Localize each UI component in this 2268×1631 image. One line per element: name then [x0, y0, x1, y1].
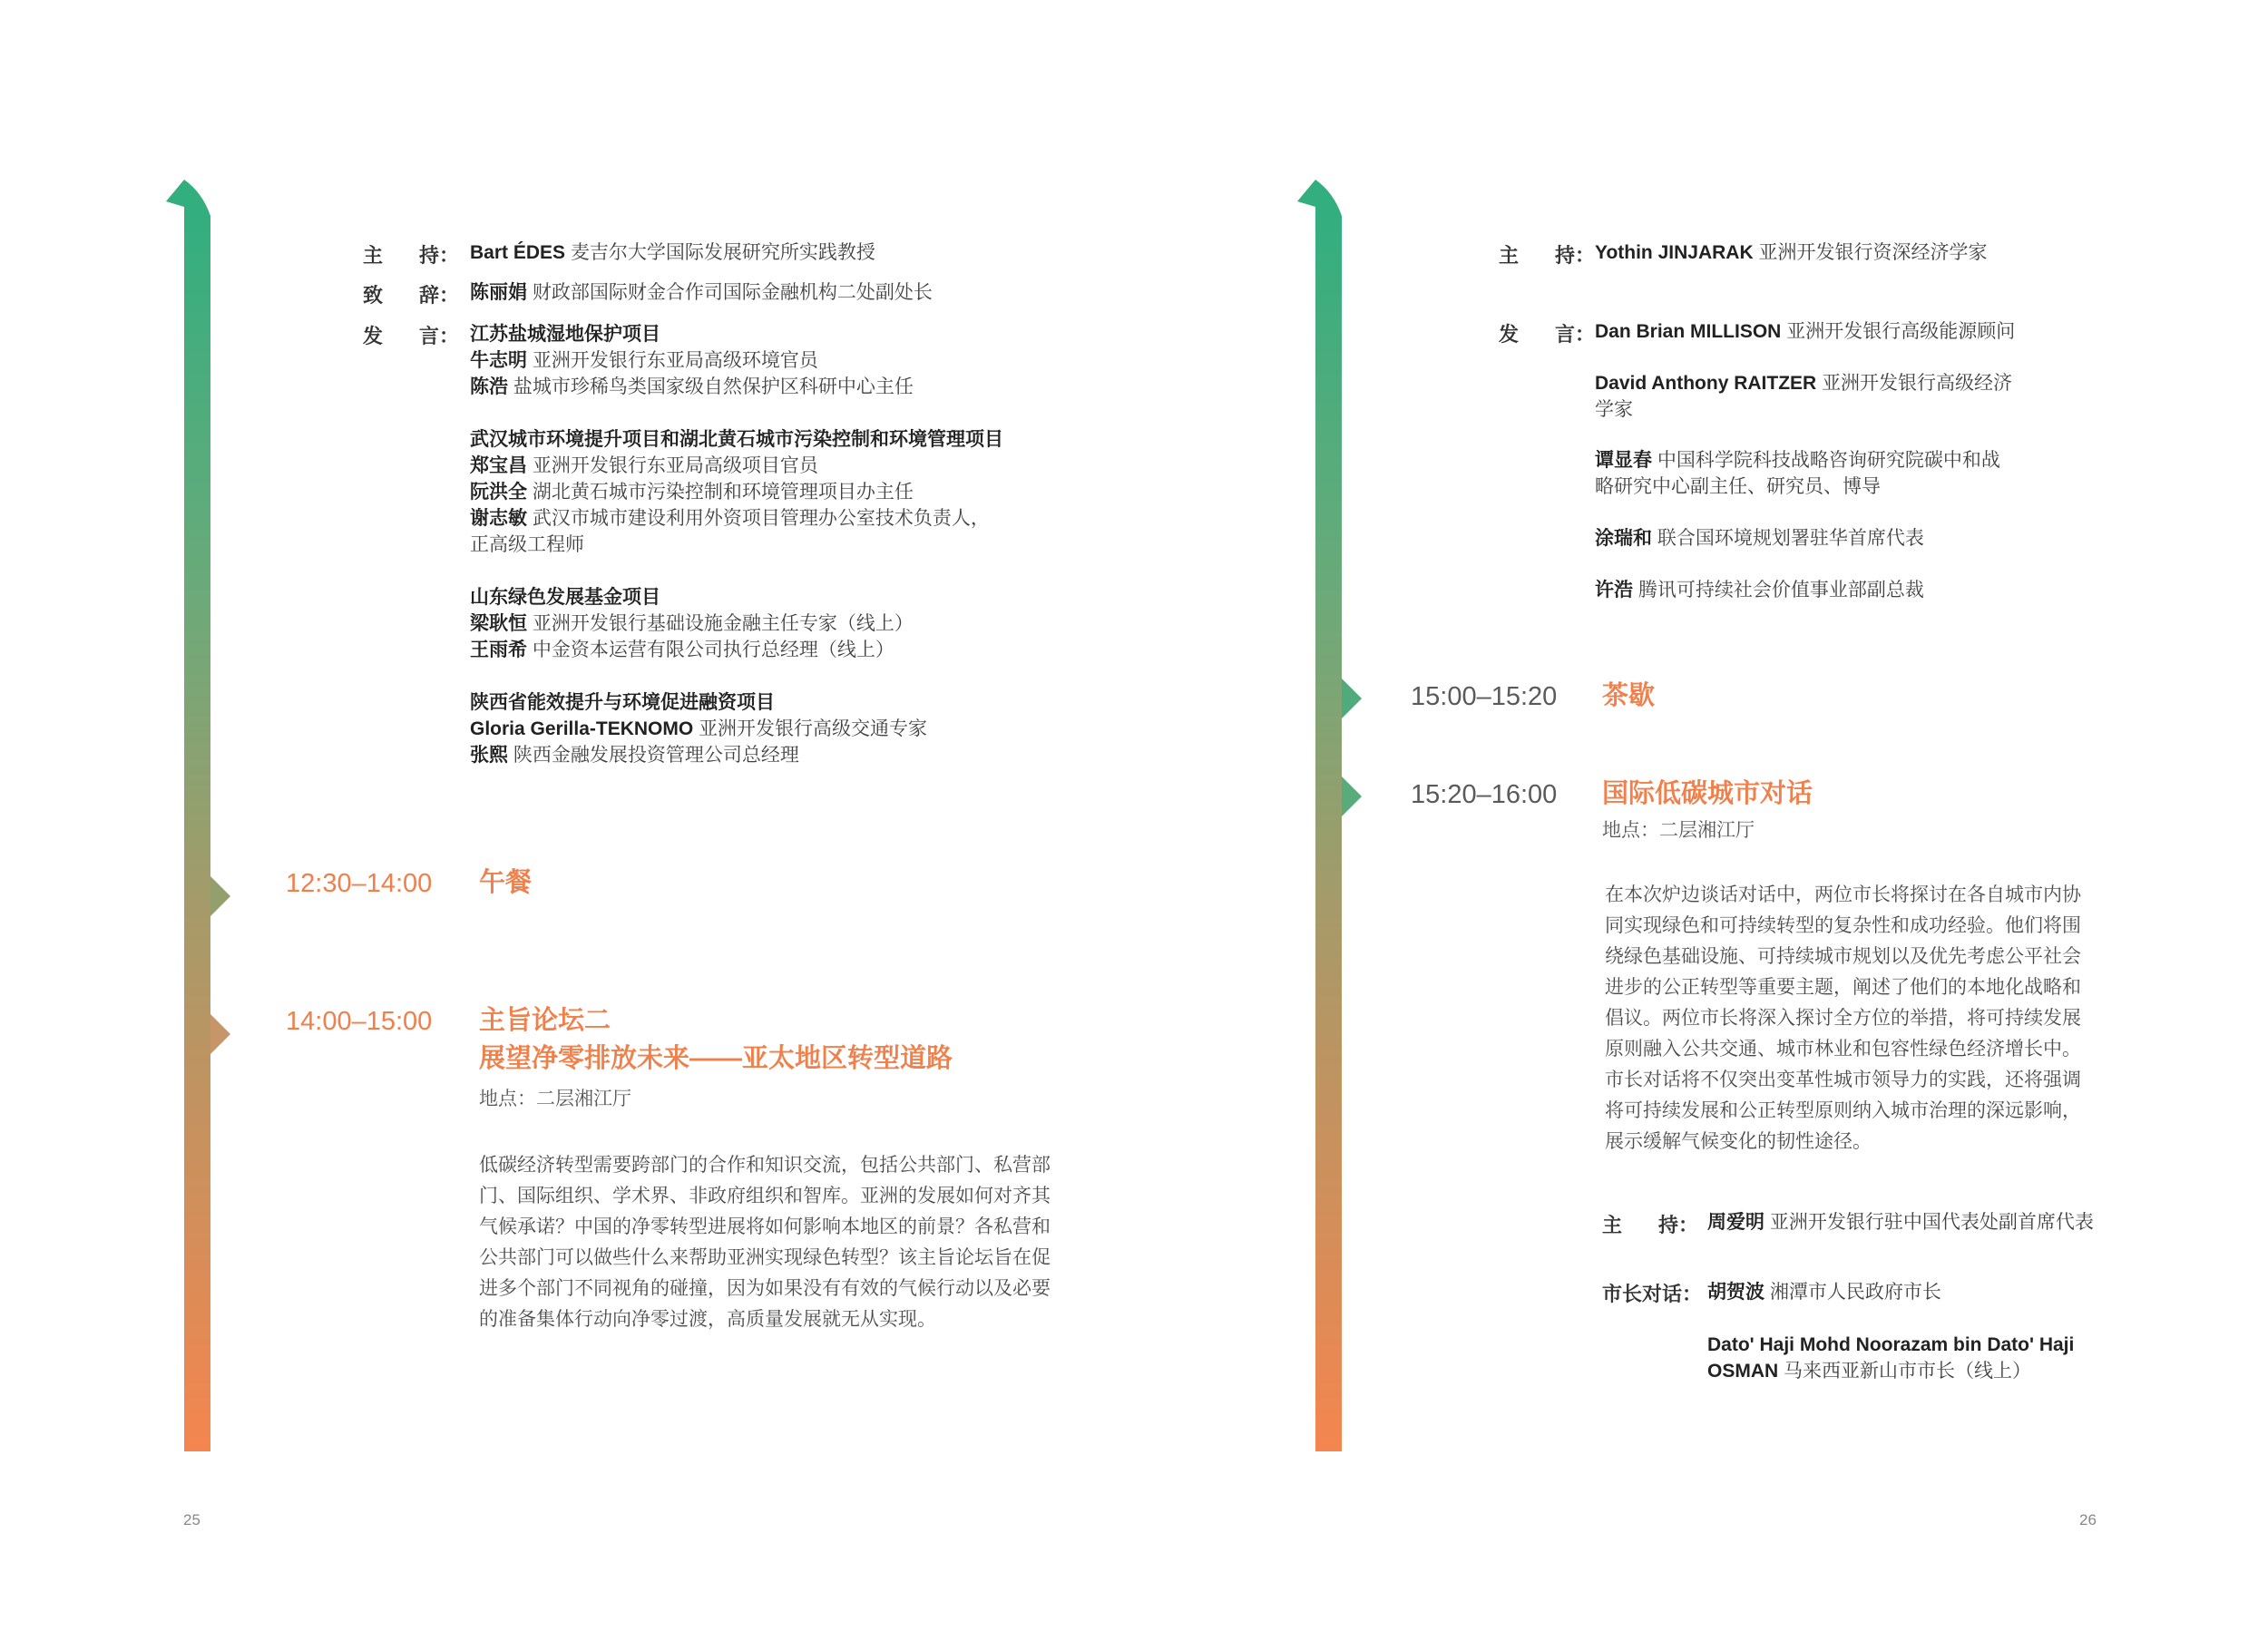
- right-page: [1134, 0, 2268, 1631]
- session-time-forum: 14:00–15:00: [286, 1007, 433, 1036]
- session-title-break: 茶歇: [1602, 681, 1656, 710]
- role-label-speak: 发 言：: [363, 325, 460, 347]
- role-label-host: 主 持：: [363, 244, 460, 267]
- mayor-item: 胡贺波 湘潭市人民政府市长: [1707, 1282, 1941, 1303]
- timeline-marker-dialogue: [1342, 776, 1362, 816]
- speaker-item: 牛志明 亚洲开发银行东亚局高级环境官员: [470, 350, 818, 371]
- speaker-item-continued: 正高级工程师: [470, 534, 584, 555]
- forum-description: 低碳经济转型需要跨部门的合作和知识交流，包括公共部门、私营部 门、国际组织、学术界、非政府组织和智库。亚洲的发展如何对齐其 气候承诺？中国的净零转型进展将如何影响本地区的前景？各私营和 公共部门可以做些什么来帮助亚洲实现绿色转型？该主旨论坛旨在促 进多个部门不同视角的碰撞，因为如果没有有效的气候行动以及必要 的准备集体行动向净零过渡，高质量发展就无从实现。: [479, 1155, 1051, 1330]
- role-label-address: 致 辞：: [363, 284, 460, 307]
- dialogue-host-entry: 周爱明 亚洲开发银行驻中国代表处副首席代表: [1707, 1212, 2094, 1233]
- speaker-item: 谭显春 中国科学院科技战略咨询研究院碳中和战 略研究中心副主任、研究员、博导: [1595, 450, 2000, 497]
- speaker-item: Gloria Gerilla-TEKNOMO 亚洲开发银行高级交通专家: [470, 718, 928, 739]
- host-entry: Bart ÉDES 麦吉尔大学国际发展研究所实践教授: [470, 242, 875, 263]
- role-label-host: 主 持：: [1602, 1214, 1699, 1236]
- timeline-marker-break: [1342, 679, 1362, 718]
- project-title: 山东绿色发展基金项目: [470, 587, 660, 608]
- dialogue-description: 在本次炉边谈话对话中，两位市长将探讨在各自城市内协 同实现绿色和可持续转型的复杂性和成功经验。他们将围 绕绿色基础设施、可持续城市规划以及优先考虑公平社会 进步的公正转型等重要主题，阐述了他们的本地化战略和 倡议。两位市长将深入探讨全方位的举措，将可持续发展 原则融入公共交通、城市林业和包容性绿色经济增长中。 市长对话将不仅突出变革性城市领导力的实践，还将强调 将可持续发展和公正转型原则纳入城市治理的深远影响， 展示缓解气候变化的韧性途径。: [1605, 884, 2081, 1152]
- project-group: [470, 689, 1051, 768]
- role-label-dialogue: 市长对话：: [1602, 1283, 1703, 1305]
- project-group: [470, 321, 1051, 400]
- timeline-cap: [166, 180, 211, 220]
- session-title-lunch: 午餐: [479, 868, 533, 897]
- speaker-item: David Anthony RAITZER 亚洲开发银行高级经济 学家: [1595, 373, 2013, 420]
- page-number: 26: [2079, 1511, 2097, 1528]
- project-title: 江苏盐城湿地保护项目: [470, 324, 660, 345]
- speaker-item: 陈浩 盐城市珍稀鸟类国家级自然保护区科研中心主任: [470, 376, 914, 397]
- project-title: 武汉城市环境提升项目和湖北黄石城市污染控制和环境管理项目: [470, 429, 1003, 450]
- speaker-groups: [470, 321, 1051, 768]
- page-number: 25: [183, 1511, 200, 1528]
- timeline-cap: [1297, 180, 1343, 220]
- project-group: [470, 426, 1051, 558]
- speaker-item: 谢志敏 武汉市城市建设利用外资项目管理办公室技术负责人，: [470, 508, 990, 529]
- speaker-item: 王雨希 中金资本运营有限公司执行总经理（线上）: [470, 640, 894, 660]
- timeline-bar: [1315, 216, 1342, 1451]
- host-entry: Yothin JINJARAK 亚洲开发银行资深经济学家: [1595, 242, 1988, 263]
- speaker-item: Dan Brian MILLISON 亚洲开发银行高级能源顾问: [1595, 321, 2016, 342]
- session-venue: 地点：二层湘江厅: [1602, 820, 1755, 841]
- session-time-lunch: 12:30–14:00: [286, 869, 433, 898]
- timeline-marker-lunch: [210, 876, 230, 916]
- project-group: [470, 584, 1051, 663]
- session-venue: 地点：二层湘江厅: [479, 1089, 631, 1109]
- speaker-item: 阮洪全 湖北黄石城市污染控制和环境管理项目办主任: [470, 482, 914, 503]
- role-label-speak: 发 言：: [1499, 323, 1596, 346]
- speaker-item: 许浩 腾讯可持续社会价值事业部副总裁: [1595, 580, 1924, 601]
- session-title-forum-1: 主旨论坛二: [479, 1006, 611, 1035]
- speaker-item: 郑宝昌 亚洲开发银行东亚局高级项目官员: [470, 455, 818, 476]
- speaker-item: 梁耿恒 亚洲开发银行基础设施金融主任专家（线上）: [470, 613, 914, 634]
- session-time-dialogue: 15:20–16:00: [1411, 780, 1558, 809]
- speaker-item: 涂瑞和 联合国环境规划署驻华首席代表: [1595, 528, 1924, 549]
- timeline-bar: [184, 216, 210, 1451]
- speaker-item: 张熙 陕西金融发展投资管理公司总经理: [470, 745, 799, 766]
- address-entry: 陈丽娟 财政部国际财金合作司国际金融机构二处副处长: [470, 282, 933, 303]
- role-label-host: 主 持：: [1499, 244, 1596, 267]
- timeline-marker-forum: [210, 1014, 230, 1054]
- session-time-break: 15:00–15:20: [1411, 682, 1558, 711]
- session-title-dialogue: 国际低碳城市对话: [1602, 779, 1813, 808]
- mayor-item: Dato' Haji Mohd Noorazam bin Dato' Haji OSMAN 马来西亚新山市市长（线上）: [1707, 1334, 2075, 1382]
- session-title-forum-2: 展望净零排放未来——亚太地区转型道路: [479, 1044, 953, 1073]
- project-title: 陕西省能效提升与环境促进融资项目: [470, 692, 775, 713]
